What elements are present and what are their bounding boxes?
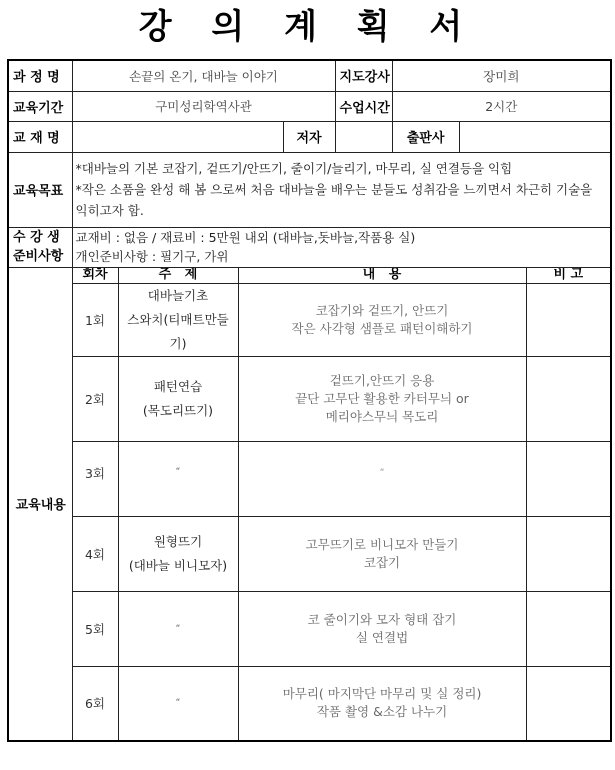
textbook-label: 교 재 명 <box>8 121 72 152</box>
goal-line-1: *대바늘의 기본 코잡기, 겉뜨기/안뜨기, 줄이기/늘리기, 마무리, 실 연결등을 익힘 <box>75 161 513 176</box>
topic-line-1: 패턴연습 <box>153 378 203 394</box>
preparation-label-line-2: 준비사항 <box>13 249 64 264</box>
content-line-3: 메리야스무늬 목도리 <box>325 408 439 424</box>
preparation-text <box>72 227 611 267</box>
session-row <box>8 516 611 591</box>
content-line-1: 겉뜨기,안뜨기 응용 <box>329 372 435 388</box>
content-line-2: 끝단 고무단 활용한 카터무늬 or <box>295 390 469 406</box>
textbook-row <box>8 121 611 152</box>
session-row <box>8 591 611 666</box>
lecture-plan-table <box>7 59 612 742</box>
content-line-1: 고무뜨기로 비니모자 만들기 <box>305 536 459 552</box>
session-number: 6회 <box>72 666 118 741</box>
session-content <box>238 283 526 356</box>
header-session: 회차 <box>72 267 118 283</box>
course-row <box>8 60 611 91</box>
session-number: 1회 <box>72 283 118 356</box>
curriculum-label: 교육내용 <box>8 267 72 741</box>
goals-label: 교육목표 <box>8 152 72 227</box>
hours-value: 2시간 <box>392 91 611 121</box>
topic-line-1: 대바늘기초 <box>147 287 209 303</box>
author-value <box>335 121 392 152</box>
curriculum-header-row <box>8 267 611 283</box>
session-topic: “ <box>118 591 238 666</box>
content-line-2: 실 연결법 <box>355 629 409 645</box>
content-line-2: 코잡기 <box>363 554 401 570</box>
preparation-label-line-1: 수 강 생 <box>13 230 60 245</box>
preparation-line-1: 교재비 : 없음 / 재료비 : 5만원 내외 (대바늘,돗바늘,작품용 실) <box>75 230 416 245</box>
session-content: “ <box>238 441 526 516</box>
session-note <box>526 591 611 666</box>
session-content <box>238 516 526 591</box>
publisher-label: 출판사 <box>392 121 459 152</box>
publisher-value <box>459 121 611 152</box>
document-title: 강 의 계 획 서 <box>138 7 477 47</box>
session-row <box>8 283 611 356</box>
course-label: 과 정 명 <box>8 60 72 91</box>
topic-line-2: 스와치(티매트만들기) <box>127 311 229 351</box>
session-number: 3회 <box>72 441 118 516</box>
header-note: 비 고 <box>526 267 611 283</box>
author-label: 저자 <box>283 121 335 152</box>
preparation-label <box>8 227 72 267</box>
session-topic: “ <box>118 441 238 516</box>
session-row <box>8 666 611 741</box>
goal-line-2: *작은 소품을 완성 해 봄 으로써 처음 대바늘을 배우는 분들도 성취감을 느끼면서 차근히 기술을 익히고자 함. <box>75 182 593 218</box>
textbook-value <box>72 121 283 152</box>
goals-row <box>8 152 611 227</box>
session-topic <box>118 356 238 441</box>
session-content <box>238 356 526 441</box>
session-number: 4회 <box>72 516 118 591</box>
content-line-2: 작은 사각형 샘플로 패턴이해하기 <box>291 320 473 336</box>
instructor-label: 지도강사 <box>335 60 392 91</box>
session-topic: “ <box>118 666 238 741</box>
preparation-line-2: 개인준비사항 : 필기구, 가위 <box>75 249 229 264</box>
instructor-value: 장미희 <box>392 60 611 91</box>
topic-line-1: 원형뜨기 <box>153 533 203 549</box>
content-line-1: 코 줄이기와 모자 형태 잡기 <box>307 611 457 627</box>
content-line-1: 코잡기와 겉뜨기, 안뜨기 <box>315 302 449 318</box>
session-note <box>526 516 611 591</box>
content-line-1: 마무리( 마지막단 마무리 및 실 정리) <box>282 686 482 702</box>
session-content <box>238 666 526 741</box>
course-value: 손끝의 온기, 대바늘 이야기 <box>72 60 335 91</box>
period-label: 교육기간 <box>8 91 72 121</box>
content-line-2: 작품 촬영 &소감 나누기 <box>316 704 448 720</box>
session-number: 5회 <box>72 591 118 666</box>
session-note <box>526 283 611 356</box>
session-row <box>8 441 611 516</box>
period-row <box>8 91 611 121</box>
hours-label: 수업시간 <box>335 91 392 121</box>
session-row <box>8 356 611 441</box>
header-content: 내 용 <box>238 267 526 283</box>
session-note <box>526 441 611 516</box>
goals-text <box>72 152 611 227</box>
topic-line-2: (목도리뜨기) <box>142 402 214 418</box>
topic-line-2: (대바늘 비니모자) <box>128 557 228 573</box>
session-content <box>238 591 526 666</box>
session-note <box>526 356 611 441</box>
session-topic <box>118 283 238 356</box>
session-note <box>526 666 611 741</box>
session-number: 2회 <box>72 356 118 441</box>
session-topic <box>118 516 238 591</box>
header-topic: 주 제 <box>118 267 238 283</box>
period-value: 구미성리학역사관 <box>72 91 335 121</box>
preparation-row <box>8 227 611 267</box>
